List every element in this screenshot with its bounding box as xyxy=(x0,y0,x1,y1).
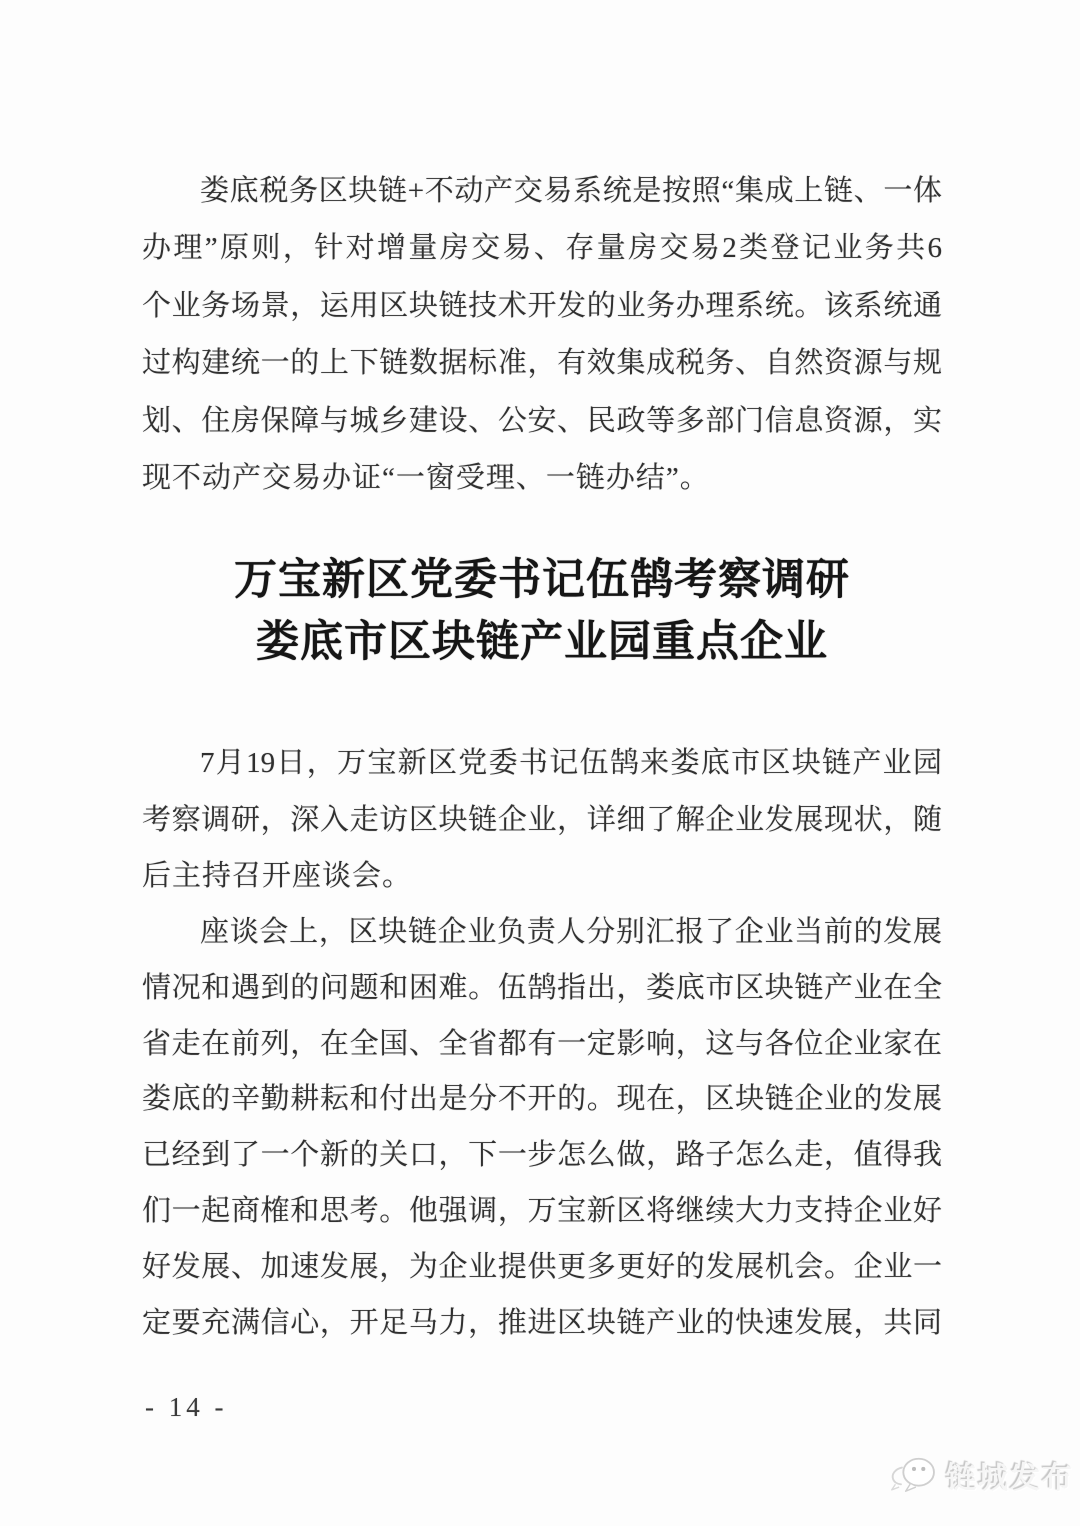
page-number: - 14 - xyxy=(145,1392,228,1422)
wechat-icon xyxy=(888,1452,940,1498)
text-line: 划、住房保障与城乡建设、公安、民政等多部门信息资源，实 xyxy=(142,404,942,437)
text-line: 办理”原则，针对增量房交易、存量房交易2类登记业务共6 xyxy=(142,232,942,265)
text-line: 现不动产交易办证“一窗受理、一链办结”。 xyxy=(142,462,710,495)
article-title-line-2: 娄底市区块链产业园重点企业 xyxy=(256,619,828,666)
text-line: 后主持召开座谈会。 xyxy=(142,860,413,893)
text-line: 过构建统一的上下链数据标准，有效集成税务、自然资源与规 xyxy=(142,347,942,380)
article-title xyxy=(142,550,942,674)
text-line: 考察调研，深入走访区块链企业，详细了解企业发展现状，随 xyxy=(142,803,942,836)
text-line: 7月19日，万宝新区党委书记伍鹄来娄底市区块链产业园 xyxy=(200,747,942,779)
text-line: 情况和遇到的问题和困难。伍鹄指出，娄底市区块链产业在全 xyxy=(142,971,942,1004)
paragraph-symposium xyxy=(142,905,942,1351)
watermark-label: 链城发布 xyxy=(946,1462,1074,1495)
watermark-brand xyxy=(888,1452,1074,1498)
text-line: 省走在前列，在全国、全省都有一定影响，这与各位企业家在 xyxy=(142,1027,942,1060)
text-line: 娄底的辛勤耕耘和付出是分不开的。现在，区块链企业的发展 xyxy=(142,1083,942,1116)
text-line: 已经到了一个新的关口，下一步怎么做，路子怎么走，值得我 xyxy=(142,1139,942,1172)
article-title-line-1: 万宝新区党委书记伍鹄考察调研 xyxy=(234,557,850,604)
text-line: 娄底税务区块链+不动产交易系统是按照“集成上链、一体 xyxy=(200,175,942,207)
text-line: 们一起商榷和思考。他强调，万宝新区将继续大力支持企业好 xyxy=(142,1194,942,1227)
text-line: 定要充满信心，开足马力，推进区块链产业的快速发展，共同 xyxy=(142,1306,942,1339)
text-line: 座谈会上，区块链企业负责人分别汇报了企业当前的发展 xyxy=(200,916,942,948)
text-line: 个业务场景，运用区块链技术开发的业务办理系统。该系统通 xyxy=(142,289,942,322)
paragraph-tax-blockchain-system xyxy=(142,163,942,507)
paragraph-visit-intro xyxy=(142,735,942,905)
text-line: 好发展、加速发展，为企业提供更多更好的发展机会。企业一 xyxy=(142,1250,942,1283)
